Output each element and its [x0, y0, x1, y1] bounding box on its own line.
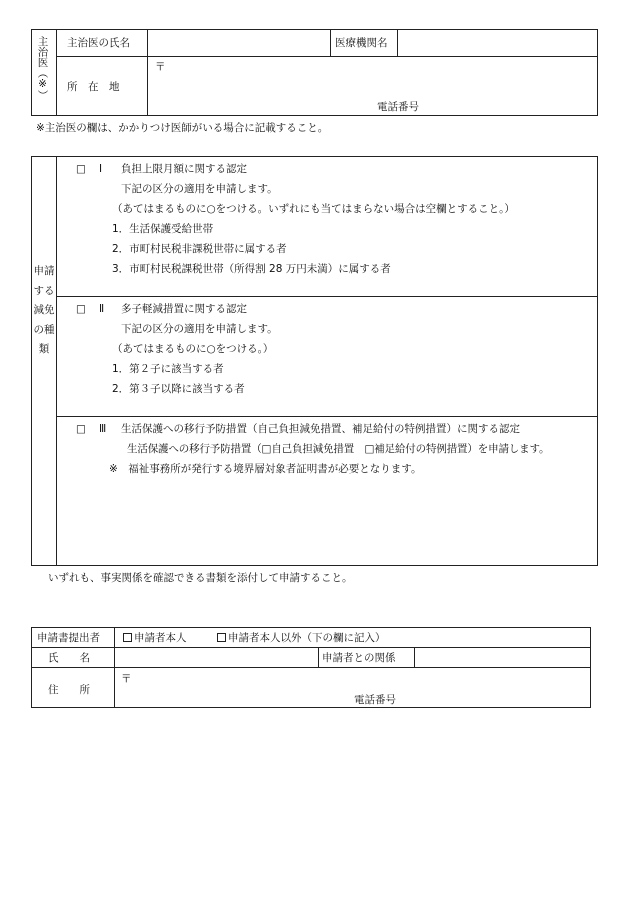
submitter-name-label: 氏 名 [48, 652, 90, 664]
divider [330, 29, 331, 56]
section2-roman: Ⅱ [99, 303, 105, 315]
relation-field[interactable] [415, 648, 590, 666]
reduction-side-label [33, 262, 55, 360]
physician-note: ※主治医の欄は、かかりつけ医師がいる場合に記載すること。 [36, 122, 329, 134]
option-self-label: 申請者本人 [134, 632, 187, 644]
section2-line1: 下記の区分の適用を申請します。 [121, 323, 278, 335]
submitter-option-other[interactable] [217, 633, 386, 644]
section2-title: 多子軽減措置に関する認定 [121, 303, 247, 315]
relation-label: 申請者との関係 [322, 652, 396, 664]
physician-name-label: 主治医の氏名 [67, 37, 130, 49]
reduction-table [31, 156, 598, 566]
section3-title: 生活保護への移行予防措置（自己負担減免措置、補足給付の特例措置）に関する認定 [121, 423, 520, 435]
submitter-postal-mark: 〒 [121, 673, 132, 685]
section3-note: ※ 福祉事務所が発行する境界層対象者証明書が必要となります。 [109, 463, 422, 475]
physician-address-label: 所 在 地 [67, 81, 120, 93]
option-other-label: 申請者本人以外（下の欄に記入） [228, 632, 386, 644]
institution-label: 医療機関名 [335, 37, 388, 49]
submitter-address-field[interactable] [115, 668, 590, 707]
divider [56, 296, 598, 297]
submitter-option-self[interactable] [123, 633, 187, 644]
section2-line2: （あてはまるものに○をつける。） [112, 343, 274, 355]
submitter-name-field[interactable] [115, 648, 317, 666]
section1-checkbox[interactable]: □ [76, 163, 86, 175]
section1-title: 負担上限月額に関する認定 [121, 163, 247, 175]
postal-mark: 〒 [155, 61, 166, 73]
section2-checkbox[interactable]: □ [76, 303, 86, 315]
section3-checkbox[interactable]: □ [76, 423, 86, 435]
divider [56, 29, 57, 116]
section1-line1: 下記の区分の適用を申請します。 [121, 183, 278, 195]
reduction-footnote: いずれも、事実関係を確認できる書類を添付して申請すること。 [48, 572, 353, 584]
section2-item-2: 2．第３子以降に該当する者 [112, 383, 245, 395]
divider [318, 647, 319, 667]
checkbox-self[interactable] [123, 633, 132, 642]
reduction-side-label-text: 申請する減免の種類 [33, 265, 55, 356]
submitter-address-label: 住 所 [48, 684, 90, 696]
section1-item-1: 1．生活保護受給世帯 [112, 223, 214, 235]
submitter-phone-label: 電話番号 [354, 694, 396, 706]
physician-address-field[interactable] [148, 57, 597, 115]
section1-item-2: 2．市町村民税非課税世帯に属する者 [112, 243, 287, 255]
physician-name-field[interactable] [148, 30, 329, 55]
physician-side-label: 主治医（※） [36, 36, 49, 101]
divider [56, 156, 57, 566]
institution-field[interactable] [398, 30, 597, 55]
section1-line2: （あてはまるものに○をつける。いずれにも当てはまらない場合は空欄とすること。） [112, 203, 515, 215]
checkbox-other[interactable] [217, 633, 226, 642]
section1-item-3: 3．市町村民税課税世帯（所得割 28 万円未満）に属する者 [112, 263, 391, 275]
physician-phone-label: 電話番号 [377, 101, 419, 113]
section3-line1: 生活保護への移行予防措置（□自己負担減免措置 □補足給付の特例措置）を申請します。 [127, 443, 550, 455]
section3-roman: Ⅲ [99, 423, 107, 435]
section1-roman: Ⅰ [99, 163, 103, 175]
section2-item-1: 1．第２子に該当する者 [112, 363, 224, 375]
submitter-label: 申請書提出者 [37, 632, 100, 644]
divider [56, 416, 598, 417]
